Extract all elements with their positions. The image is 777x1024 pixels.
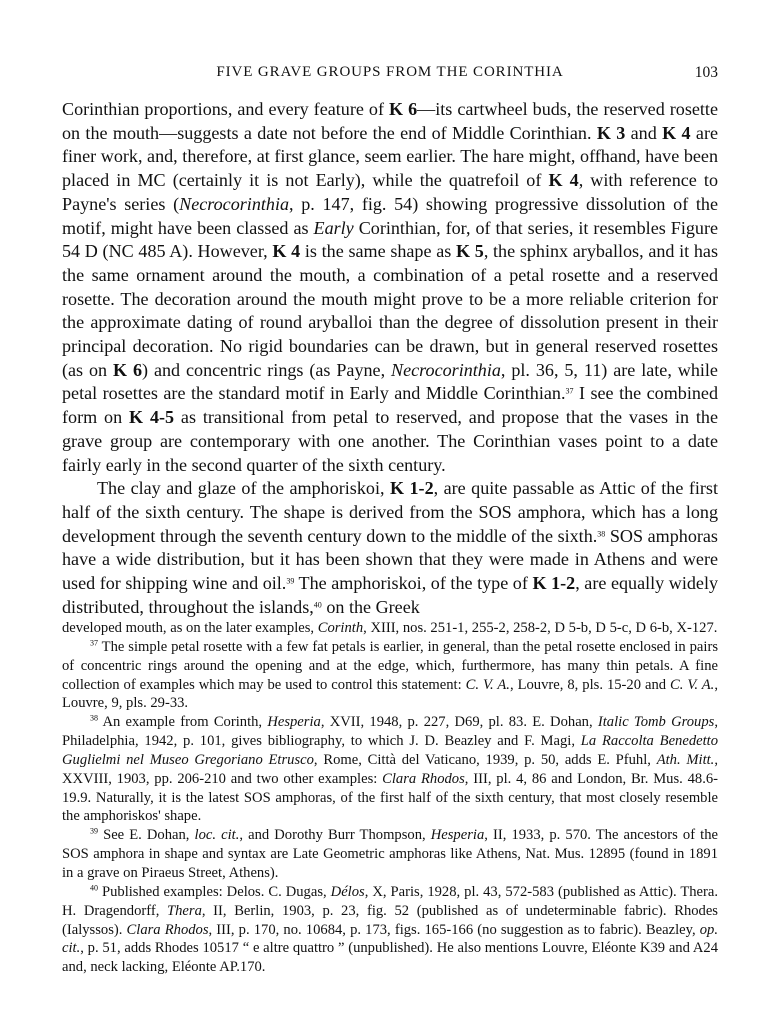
text-run: Corinthian proportions, and every feature of <box>62 99 389 119</box>
running-title: FIVE GRAVE GROUPS FROM THE CORINTHIA <box>216 64 564 80</box>
text-run: , Rome, Città del Vaticano, 1939, p. 50, adds E. Pfuhl, <box>313 751 657 768</box>
text-run: as transitional from petal to reserved, and propose that the vases in the grave group are contemporary with one another. The Corinthian vases point to a date fairly early in the second quarter of the sixth century. <box>62 407 719 475</box>
footnote-marker: 39 <box>286 576 295 586</box>
italic-text: Necrocorinthia <box>391 359 501 380</box>
italic-text: Hesperia <box>267 714 321 731</box>
italic-text: loc. cit. <box>194 827 240 844</box>
text-run: , II, Berlin, 1903, p. 23, fig. 52 (published as of undeterminable fabric). Rhodes (Ialyssos). <box>62 902 718 938</box>
italic-text: Clara Rhodos <box>126 921 209 938</box>
text-run: , pl. 36, 5, 11) are late, while petal rosettes are the standard motif in Early and Middle Corinthian. <box>62 359 718 404</box>
italic-text: Thera <box>167 902 202 919</box>
text-run: , XVII, 1948, p. 227, D69, pl. 83. E. Dohan, <box>320 714 598 731</box>
page-number: 103 <box>694 64 718 81</box>
text-run: —its cartwheel buds, the reserved rosette on the mouth—suggests a date not before the end of Middle Corinthian. <box>62 99 718 143</box>
catalogue-ref: K 6 <box>113 359 143 380</box>
catalogue-ref: K 4 <box>548 170 579 191</box>
catalogue-ref: K 1-2 <box>532 573 576 594</box>
body-paragraph <box>62 477 718 619</box>
text-run: , XXVIII, 1903, pp. 206-210 and two other examples: <box>62 751 718 787</box>
footnote-marker: 39 <box>90 826 98 836</box>
text-run: , III, p. 170, no. 10684, p. 173, figs. 165-166 (no suggestion as to fabric). Beazley, <box>208 921 700 938</box>
italic-text: Ath. Mitt. <box>656 751 715 768</box>
text-run: See E. Dohan, <box>98 827 195 844</box>
footnote-marker: 38 <box>90 713 98 723</box>
text-run: , X, Paris, 1928, pl. 43, 572-583 (published as Attic). Thera. H. Dragendorff, <box>62 883 718 919</box>
text-run: , Louvre, 8, pls. 15-20 and <box>509 676 671 693</box>
catalogue-ref: K 1-2 <box>389 478 434 499</box>
text-run: , XIII, nos. 251-1, 255-2, 258-2, D 5-b, D 5-c, D 6-b, X-127. <box>363 620 718 636</box>
footnote-marker: 37 <box>565 386 574 396</box>
text-run: and <box>625 122 663 143</box>
italic-text: Necrocorinthia <box>179 193 290 214</box>
text-run: , and Dorothy Burr Thompson, <box>239 827 431 844</box>
footnote-39 <box>62 826 718 883</box>
text-run: , Louvre, 9, pls. 29-33. <box>62 676 718 712</box>
footnote-38 <box>62 713 718 826</box>
catalogue-ref: K 5 <box>455 241 484 262</box>
text-run: ) and concentric rings (as Payne, <box>142 359 392 380</box>
text-run: Published examples: Delos. C. Dugas, <box>98 883 331 900</box>
text-run: Corinthian, for, of that series, it resembles Figure 54 D (NC 485 A). However, <box>62 217 719 262</box>
footnote-marker: 38 <box>597 529 606 539</box>
text-run: An example from Corinth, <box>98 714 268 731</box>
italic-text: Délos <box>330 883 365 900</box>
text-run: , with reference to Payne's series ( <box>62 170 718 214</box>
italic-text: Early <box>313 217 354 238</box>
text-run: I see the combined form on <box>62 383 719 428</box>
italic-text: Hesperia <box>430 827 485 844</box>
catalogue-ref: K 3 <box>596 122 626 143</box>
text-run: , p. 147, fig. 54) showing progressive dissolution of the motif, might have been classed as <box>62 193 719 238</box>
footnote-continuation <box>62 619 718 638</box>
text-run: The clay and glaze of the amphoriskoi, <box>97 478 390 499</box>
text-run: , the sphinx aryballos, and it has the same ornament around the mouth, a combination of a petal rosette and a reserved rosette. The decoration around the mouth might prove to be a more reliable criterion for the approximate dating of round aryballoi than the degree of dissolution present in their principal decoration. No rigid boundaries can be drawn, but in general reserved rosettes (as on <box>62 241 719 380</box>
text-run: , are quite passable as Attic of the first half of the sixth century. The shape is derived from the SOS amphora, which has a long development through the seventh century down to the middle of the sixth. <box>62 478 718 546</box>
text-run: The amphoriskoi, of the type of <box>294 573 533 594</box>
catalogue-ref: K 4 <box>662 122 691 143</box>
running-head <box>62 64 718 86</box>
italic-text: Italic Tomb Groups <box>597 714 715 731</box>
catalogue-ref: K 4-5 <box>129 407 175 428</box>
italic-text: op. cit. <box>62 921 718 957</box>
text-run: is the same shape as <box>300 241 456 262</box>
catalogue-ref: K 6 <box>388 99 418 119</box>
text-run: The simple petal rosette with a few fat petals is earlier, in general, than the petal rosette enclosed in pairs of concentric rings around the opening and at the edge, which, furthermore, has many thin petals. A fine collection of examples which may be used to control this statement: <box>62 638 718 693</box>
body-text <box>62 98 718 619</box>
footnote-40 <box>62 883 718 977</box>
text-run: , p. 51, adds Rhodes 10517 “ e altre quattro ” (unpublished). He also mentions Louvre, Eléonte K39 and A24 and, neck lacking, Eléonte AP.170. <box>62 940 718 976</box>
text-run: developed mouth, as on the later examples, <box>62 620 318 636</box>
text-run: SOS amphoras have a wide distribution, but it has been shown that they were made in Athens and were used for shipping wine and oil. <box>62 525 718 594</box>
italic-text: Corinth <box>317 620 364 636</box>
footnote-marker: 40 <box>313 600 322 610</box>
footnote-37 <box>62 638 718 713</box>
text-run: , Philadelphia, 1942, p. 101, gives bibliography, to which J. D. Beazley and F. Magi, <box>62 714 718 750</box>
italic-text: C. V. A. <box>670 676 715 693</box>
italic-text: La Raccolta Benedetto Guglielmi nel Museo Gregoriano Etrusco <box>62 733 718 768</box>
italic-text: C. V. A. <box>465 676 510 693</box>
text-run: are finer work, and, therefore, at first glance, seem earlier. The hare might, offhand, have been placed in MC (certainly it is not Early), while the quatrefoil of <box>62 122 718 191</box>
italic-text: Clara Rhodos <box>382 770 465 787</box>
body-paragraph <box>62 98 718 477</box>
footnotes <box>62 619 718 977</box>
text-run: , III, pl. 4, 86 and London, Br. Mus. 48.6-19.9. Naturally, it is the latest SOS amphoras, of the first half of the sixth century, that most closely resemble the amphoriskos' shape. <box>62 770 718 825</box>
footnote-marker: 37 <box>90 638 98 648</box>
footnote-marker: 40 <box>90 883 98 893</box>
text-run: , II, 1933, p. 570. The ancestors of the SOS amphora in shape and syntax are Late Geometric amphoras like Athens, Nat. Mus. 12895 (found in 1891 in a grave on Piraeus Street, Athens). <box>62 827 718 881</box>
text-run: on the Greek <box>321 596 420 617</box>
catalogue-ref: K 4 <box>272 241 301 262</box>
text-run: , are equally widely distributed, throughout the islands, <box>62 573 719 617</box>
